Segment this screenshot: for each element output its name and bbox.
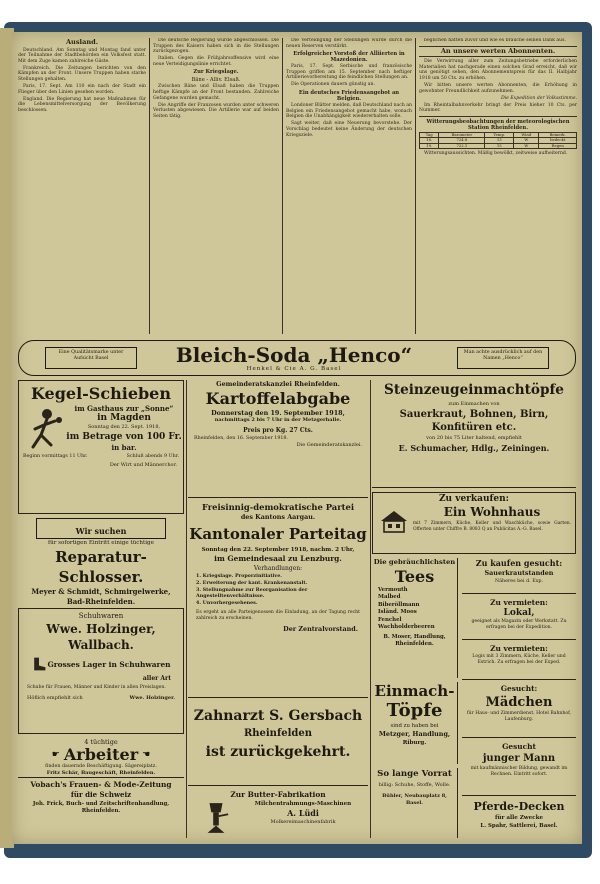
- house-icon: [379, 509, 409, 533]
- ad-vorrat: [372, 768, 458, 838]
- ad-text: mit kaufmännischer Bildung, gewandt im Rechnen. Eintritt sofort.: [470, 766, 568, 777]
- banner-left-box: Eine Qualitätsmarke unter Aufsicht Basel: [45, 347, 137, 369]
- ad-line: Joh. Frick, Buch- und Zeitschriftenhandlung, Rheinfelden.: [32, 801, 170, 814]
- list-item: Fenchel: [378, 616, 402, 623]
- ad-signature: Bühler, Neubauplatz 8, Basel.: [382, 793, 447, 806]
- ad-steinzeugtoepfe: [372, 380, 576, 488]
- ad-title: Wwe. Holzinger, Wallbach.: [46, 622, 156, 652]
- news-paragraph: Die Operationen dauern günstig an.: [291, 82, 375, 88]
- ad-reparatur-schlosser: [18, 518, 184, 604]
- column-rule: [370, 380, 371, 838]
- banner-brand: Bleich-Soda „Henco“: [175, 343, 413, 367]
- boot-icon: [31, 656, 47, 672]
- ad-title: Einmach-: [374, 682, 455, 700]
- news-paragraph: Frankreich. Die Zeitungen berichten von den Kämpfen an der Front. Unsere Truppen haben starke Stellungen gehalten.: [18, 65, 146, 82]
- ad-line: Gemeinderatskanzlei Rheinfelden.: [216, 380, 340, 388]
- weather-cell: 722.1: [439, 143, 485, 148]
- ad-line: aller Art: [142, 675, 171, 682]
- ad-line: Metzger, Handlung,: [378, 730, 451, 738]
- hand-pointer-icon: ☚: [142, 750, 151, 760]
- ad-line: Näheres bei d. Exp.: [495, 579, 543, 584]
- weather-header: Wind: [514, 132, 539, 137]
- bowler-figure-icon: [25, 407, 65, 451]
- ad-text: Es ergeht an alle Parteigenossen die Einladung, an der Tagung recht zahlreich zu erscheinen.: [196, 609, 360, 621]
- weather-heading: Witterungsbeobachtungen der meteorologischen Station Rheinfelden.: [419, 116, 577, 131]
- weather-cell: 18.: [420, 138, 439, 143]
- news-paragraph: Paris, 17. Sept. Am 110 ein nach der Stadt ein Flieger über den Linien gesehen worden.: [18, 84, 146, 95]
- ad-butterfabrikation: [188, 790, 368, 838]
- list-item: Malbed: [378, 594, 401, 601]
- ad-line: Sonntag den 22. September 1918, nachm. 2 Uhr,: [201, 547, 355, 553]
- ad-line: Schluß abends 9 Uhr.: [126, 454, 179, 459]
- banner-maker: Henkel & Cie A. G. Basel: [246, 366, 342, 372]
- news-paragraph: Im Rheintalbahnverkehr bringt der Preis hieher 10 Cts. per Nummer.: [419, 102, 577, 114]
- ad-line: Gesucht: [502, 742, 536, 751]
- ad-title: Kantonaler Parteitag: [189, 525, 367, 543]
- ad-line: Zu kaufen gesucht:: [475, 558, 563, 568]
- ad-line: Höflich empfiehlt sich: [27, 695, 83, 701]
- ad-title-bar: [36, 518, 166, 539]
- list-item: Wachholderbeeren: [378, 624, 435, 631]
- news-paragraph: Italien. Gegen die Frühjahrsoffensive wird eine neue Verteidigungslinie errichtet.: [153, 56, 279, 67]
- ad-title: Steinzeugeinmachtöpfe: [384, 382, 564, 398]
- weather-cell: W: [514, 138, 539, 143]
- list-item: 4. Unvorhergesehenes.: [196, 600, 258, 607]
- ad-line: Meyer & Schmidt, Schmirgelwerke,: [31, 587, 171, 596]
- ad-title: Mädchen: [485, 695, 553, 710]
- ad-line: Gesucht:: [500, 684, 538, 693]
- ad-title: Tees: [394, 567, 435, 586]
- column-rule: [186, 380, 187, 838]
- ad-line: Rheinfelden, den 16. September 1918.: [194, 436, 289, 441]
- news-paragraph: Die Verteidigung der Stellungen wurde durch die neuen Reserven verstärkt.: [286, 38, 412, 49]
- news-paragraph: Die Verwirrung aller zum Zeitungsbetriebe erforderlichen Materialien hat nachgerade einen solchen Grad erreicht, daß wir uns genötigt sehen, den Abonnementspreis für das II. Halbjahr 1918 um 50 Cts. zu erhöhen.: [419, 59, 577, 81]
- ad-line: für die Schweiz: [70, 790, 132, 799]
- ad-maedchen: [462, 684, 576, 738]
- news-paragraph: England. Die Regierung hat neue Maßnahmen für die Lebensmittelversorgung der Bevölkerung beschlossen.: [18, 96, 146, 113]
- ad-line: Rheinfelden: [243, 728, 313, 739]
- ad-line: in Magden: [97, 413, 151, 423]
- section-subheading: Bäne - Alliv. Elsaß.: [191, 77, 241, 84]
- list-item: 1. Kriegslage. Proporzinitiative.: [196, 573, 282, 579]
- ad-tees: [372, 558, 458, 678]
- ad-line: Beginn vormittags 11 Uhr.: [23, 454, 88, 459]
- ad-title: junger Mann: [482, 753, 556, 764]
- list-item: 3. Stellungnahme zur Reorganisation der Angestelltenverhältnisse.: [196, 586, 308, 600]
- ad-zahnarzt: [188, 702, 368, 786]
- ad-title: Vobach's Frauen- & Mode-Zeitung: [30, 780, 172, 789]
- column-rule: [282, 38, 283, 334]
- news-paragraph: Die deutsche Regierung wurde abgeschlossen. Die Truppen des Kaisers haben sich in die Stellungen zurückgezogen.: [153, 38, 279, 55]
- ad-line: Zu vermieten:: [490, 644, 548, 653]
- ad-text: Logis mit 3 Zimmern, Küche, Keller und Estrich. Zu erfragen bei der Exped.: [472, 654, 566, 665]
- ad-line: Fritz Schär, Baugeschäft, Rheinfelden.: [18, 770, 184, 778]
- news-paragraph: Zwischen Bäne und Elsaß haben die Truppen heftige Kämpfe an der Front bestanden. Zahlreiche Gefangene wurden gemacht.: [153, 84, 279, 101]
- news-column-4: [419, 38, 577, 334]
- section-heading-abonnenten: An unsere werten Abonnenten.: [440, 46, 556, 55]
- ad-signature: Wwe. Holzinger.: [129, 695, 175, 701]
- ad-title: Zur Butter-Fabrikation: [230, 790, 326, 799]
- ad-line: von 20 bis 75 Liter haltend, empfiehlt: [426, 435, 522, 441]
- weather-cell: Regen: [539, 143, 577, 148]
- ad-signature: Der Zentralvorstand.: [283, 624, 358, 633]
- newspaper-page: [12, 32, 582, 844]
- ad-title: Sauerkrautstanden: [484, 569, 554, 577]
- ad-line: in bar.: [111, 443, 137, 452]
- ad-title: Lokal,: [503, 608, 535, 618]
- list-item: 2. Erweiterung der kant. Krankenanstalt.: [196, 579, 308, 586]
- news-paragraph: Wir bitten unsere werten Abonnenten, die Erhöhung in gewohnter Freundlichkeit aufzunehmen.: [419, 82, 577, 94]
- ad-pferdedecken: [462, 800, 576, 838]
- weather-cell: 13: [485, 138, 514, 143]
- cream-separator-icon: [202, 800, 230, 836]
- ad-kartoffelabgabe: [188, 380, 368, 498]
- ad-line: Grosses Lager in Schuhwaren: [47, 659, 171, 669]
- ad-title: So lange Vorrat: [377, 769, 452, 779]
- ad-line: im Gasthaus zur „Sonne“: [74, 404, 174, 413]
- section-heading-mazedonien: Erfolgreicher Vorstoß der Alliierten in Mazedonien.: [293, 51, 405, 64]
- ad-line: Freisinnig-demokratische Partei: [201, 502, 355, 512]
- ad-parteitag: [188, 502, 368, 698]
- ad-line: Sonntag den 22. Sept. 1918,: [87, 424, 161, 430]
- ad-price: Preis pro Kg. 27 Cts.: [243, 427, 313, 434]
- ad-sauerkrautstanden: [462, 558, 576, 594]
- hand-pointer-icon: ☛: [51, 750, 60, 760]
- section-heading-belgien: Ein deutsches Friedensangebot an Belgien.: [298, 90, 400, 103]
- weather-header: Temp.: [485, 132, 514, 137]
- ad-text: billig: Schuhe, Stoffe, Wolle.: [378, 782, 451, 788]
- weather-cell: W: [514, 143, 539, 148]
- column-rule: [415, 38, 416, 334]
- ad-title: Ein Wohnhaus: [443, 505, 541, 519]
- list-item: Biberöllmann: [378, 601, 420, 608]
- ad-arbeiter: [18, 738, 184, 838]
- ad-signature: L. Spahr, Sattlerei, Basel.: [480, 823, 558, 829]
- weather-cell: bedeckt: [539, 138, 577, 143]
- column-rule: [149, 38, 150, 334]
- news-paragraph: Londoner Blätter melden, daß Deutschland nach an Belgien ein Friedensangebot gemacht habe, wonach Belgien die Unabhängigkeit wiedererhalten solle.: [286, 103, 412, 120]
- news-column-3: [286, 38, 412, 334]
- section-heading-ausland: Ausland.: [65, 38, 99, 46]
- ad-signature: Der Wirt und Männerchor.: [109, 462, 177, 468]
- ad-title: Kartoffelabgabe: [205, 389, 351, 408]
- ad-prize: im Betrage von 100 Fr.: [66, 432, 182, 442]
- ad-line: sind zu haben bei: [390, 723, 439, 729]
- news-paragraph: Sagt weiter, daß eine Neuerung bevorstehe. Der Vorschlag bedeutet keine Änderung der deutschen Kriegsziele.: [286, 121, 412, 138]
- table-row: [420, 143, 577, 148]
- ad-line: Molkereimaschinenfabrik: [270, 819, 336, 825]
- ad-logis: [462, 644, 576, 680]
- ad-title: Arbeiter: [63, 745, 139, 764]
- ad-line: ist zurückgekehrt.: [205, 744, 351, 760]
- ad-line: nachmittags 2 bis 7 Uhr in der Metzgerhalle.: [214, 417, 342, 423]
- weather-cell: 724.8: [439, 138, 485, 143]
- ad-line: für sofortigen Eintritt einige tüchtige: [48, 540, 154, 546]
- ad-text: Schuhe für Frauen, Männer und Kinder in allen Preislagen.: [27, 685, 166, 690]
- ad-line: Zu vermieten:: [490, 598, 548, 607]
- ad-line: Verhandlungen:: [253, 565, 303, 572]
- ad-kegelschieben: [18, 380, 184, 514]
- ad-line: Riburg.: [402, 740, 427, 746]
- ad-signature: B. Moser, Handlung, Rheinfelden.: [383, 634, 446, 648]
- ad-line: des Kantons Aargau.: [240, 513, 316, 521]
- list-item: Isländ. Moos: [378, 609, 417, 616]
- ad-schuhwaren: [18, 608, 184, 734]
- ad-title: Zahnarzt S. Gersbach: [193, 708, 363, 724]
- banner-right-box: Man achte ausdrücklich auf den Namen „Henco“: [457, 347, 549, 369]
- ad-line: Wir suchen: [75, 526, 127, 536]
- news-paragraph: Paris, 17. Sept. Serbische und französische Truppen griffen am 15. September nach heftiger Artillerievorbereitung die feindlichen Stellungen an.: [286, 64, 412, 81]
- news-column-1: [18, 38, 146, 334]
- ad-line: zum Einmachen von: [448, 401, 500, 407]
- weather-table: [419, 132, 577, 149]
- news-column-2: [153, 38, 279, 334]
- ad-title: Kegel-Schieben: [30, 384, 171, 403]
- henco-banner: [18, 340, 576, 376]
- ad-title: Pferde-Decken: [473, 800, 565, 813]
- ad-line: Zu verkaufen:: [438, 494, 510, 504]
- ad-line: Die gebräuchlichsten: [373, 558, 456, 566]
- list-item: Vermouth: [378, 587, 408, 593]
- weather-header: Bemerk.: [539, 132, 577, 137]
- ad-text: mit 7 Zimmern, Küche, Keller und Waschküche, sowie Garten. Offerten unter Chiffre B. 8083 Q an Publicitas A.-G. Basel.: [413, 521, 571, 532]
- ad-signature: Die Gemeinderatskanzlei.: [296, 442, 362, 448]
- ad-text: geeignet als Magazin oder Werkstatt. Zu erfragen bei der Expedition.: [471, 619, 567, 630]
- weather-cell: 15: [485, 143, 514, 148]
- ad-line: 4 tüchtige: [84, 738, 118, 746]
- ad-text: für Haus- und Zimmerdienst. Hotel Bahnhof, Laufenburg.: [466, 711, 572, 722]
- section-heading-kriegslage: Zur Kriegslage.: [193, 69, 239, 76]
- weather-forecast: Witterungsaussichten. Mäßig bewölkt, zeitweise aufheiternd.: [424, 151, 568, 157]
- ad-junger-mann: [462, 742, 576, 796]
- ad-line: Milchentrahmungs-Maschinen: [254, 801, 352, 807]
- ad-signature: E. Schumacher, Hdlg., Zeiningen.: [398, 443, 550, 453]
- ad-line: im Gemeindesaal zu Lenzburg.: [214, 554, 342, 563]
- news-signature: Die Expedition der Volksstimme.: [501, 95, 577, 101]
- weather-header: Barometer: [439, 132, 485, 137]
- ad-line: Donnerstag den 19. September 1918,: [211, 409, 345, 417]
- news-paragraph: Die Angriffe der Franzosen wurden unter schweren Verlusten abgewiesen. Die Artillerie war auf beiden Seiten tätig.: [153, 102, 279, 119]
- ad-line: A. Lüdi: [287, 808, 319, 818]
- news-paragraph: Deutschland. Am Sonntag und Montag fand unter der Teilnahme der Stadtbehörden ein Volksfest statt. Mit dem Zuge kamen zahlreiche Gäste.: [18, 47, 146, 64]
- news-paragraph: beglichen hätten zuvor und wie es brauche seinen Dank aus.: [424, 38, 566, 43]
- ad-line: Sauerkraut, Bohnen, Birn,: [399, 409, 549, 420]
- weather-cell: 19.: [420, 143, 439, 148]
- weather-header: Tag: [420, 132, 439, 137]
- ad-wohnhaus: [372, 492, 576, 554]
- ad-lokal: [462, 598, 576, 640]
- ad-title: Reparatur-Schlosser.: [55, 548, 147, 586]
- ad-title: Töpfe: [386, 700, 443, 721]
- ad-line: für alle Zwecke: [494, 815, 544, 821]
- ad-line: Schuhwaren: [78, 612, 124, 620]
- ad-einmachtoepfe: [372, 682, 458, 764]
- ad-line: Bad-Rheinfelden.: [66, 597, 136, 604]
- ad-line: Konfitüren etc.: [431, 422, 517, 433]
- ad-line: finden dauernde Beschäftigung. Sägereiplatz.: [45, 764, 157, 769]
